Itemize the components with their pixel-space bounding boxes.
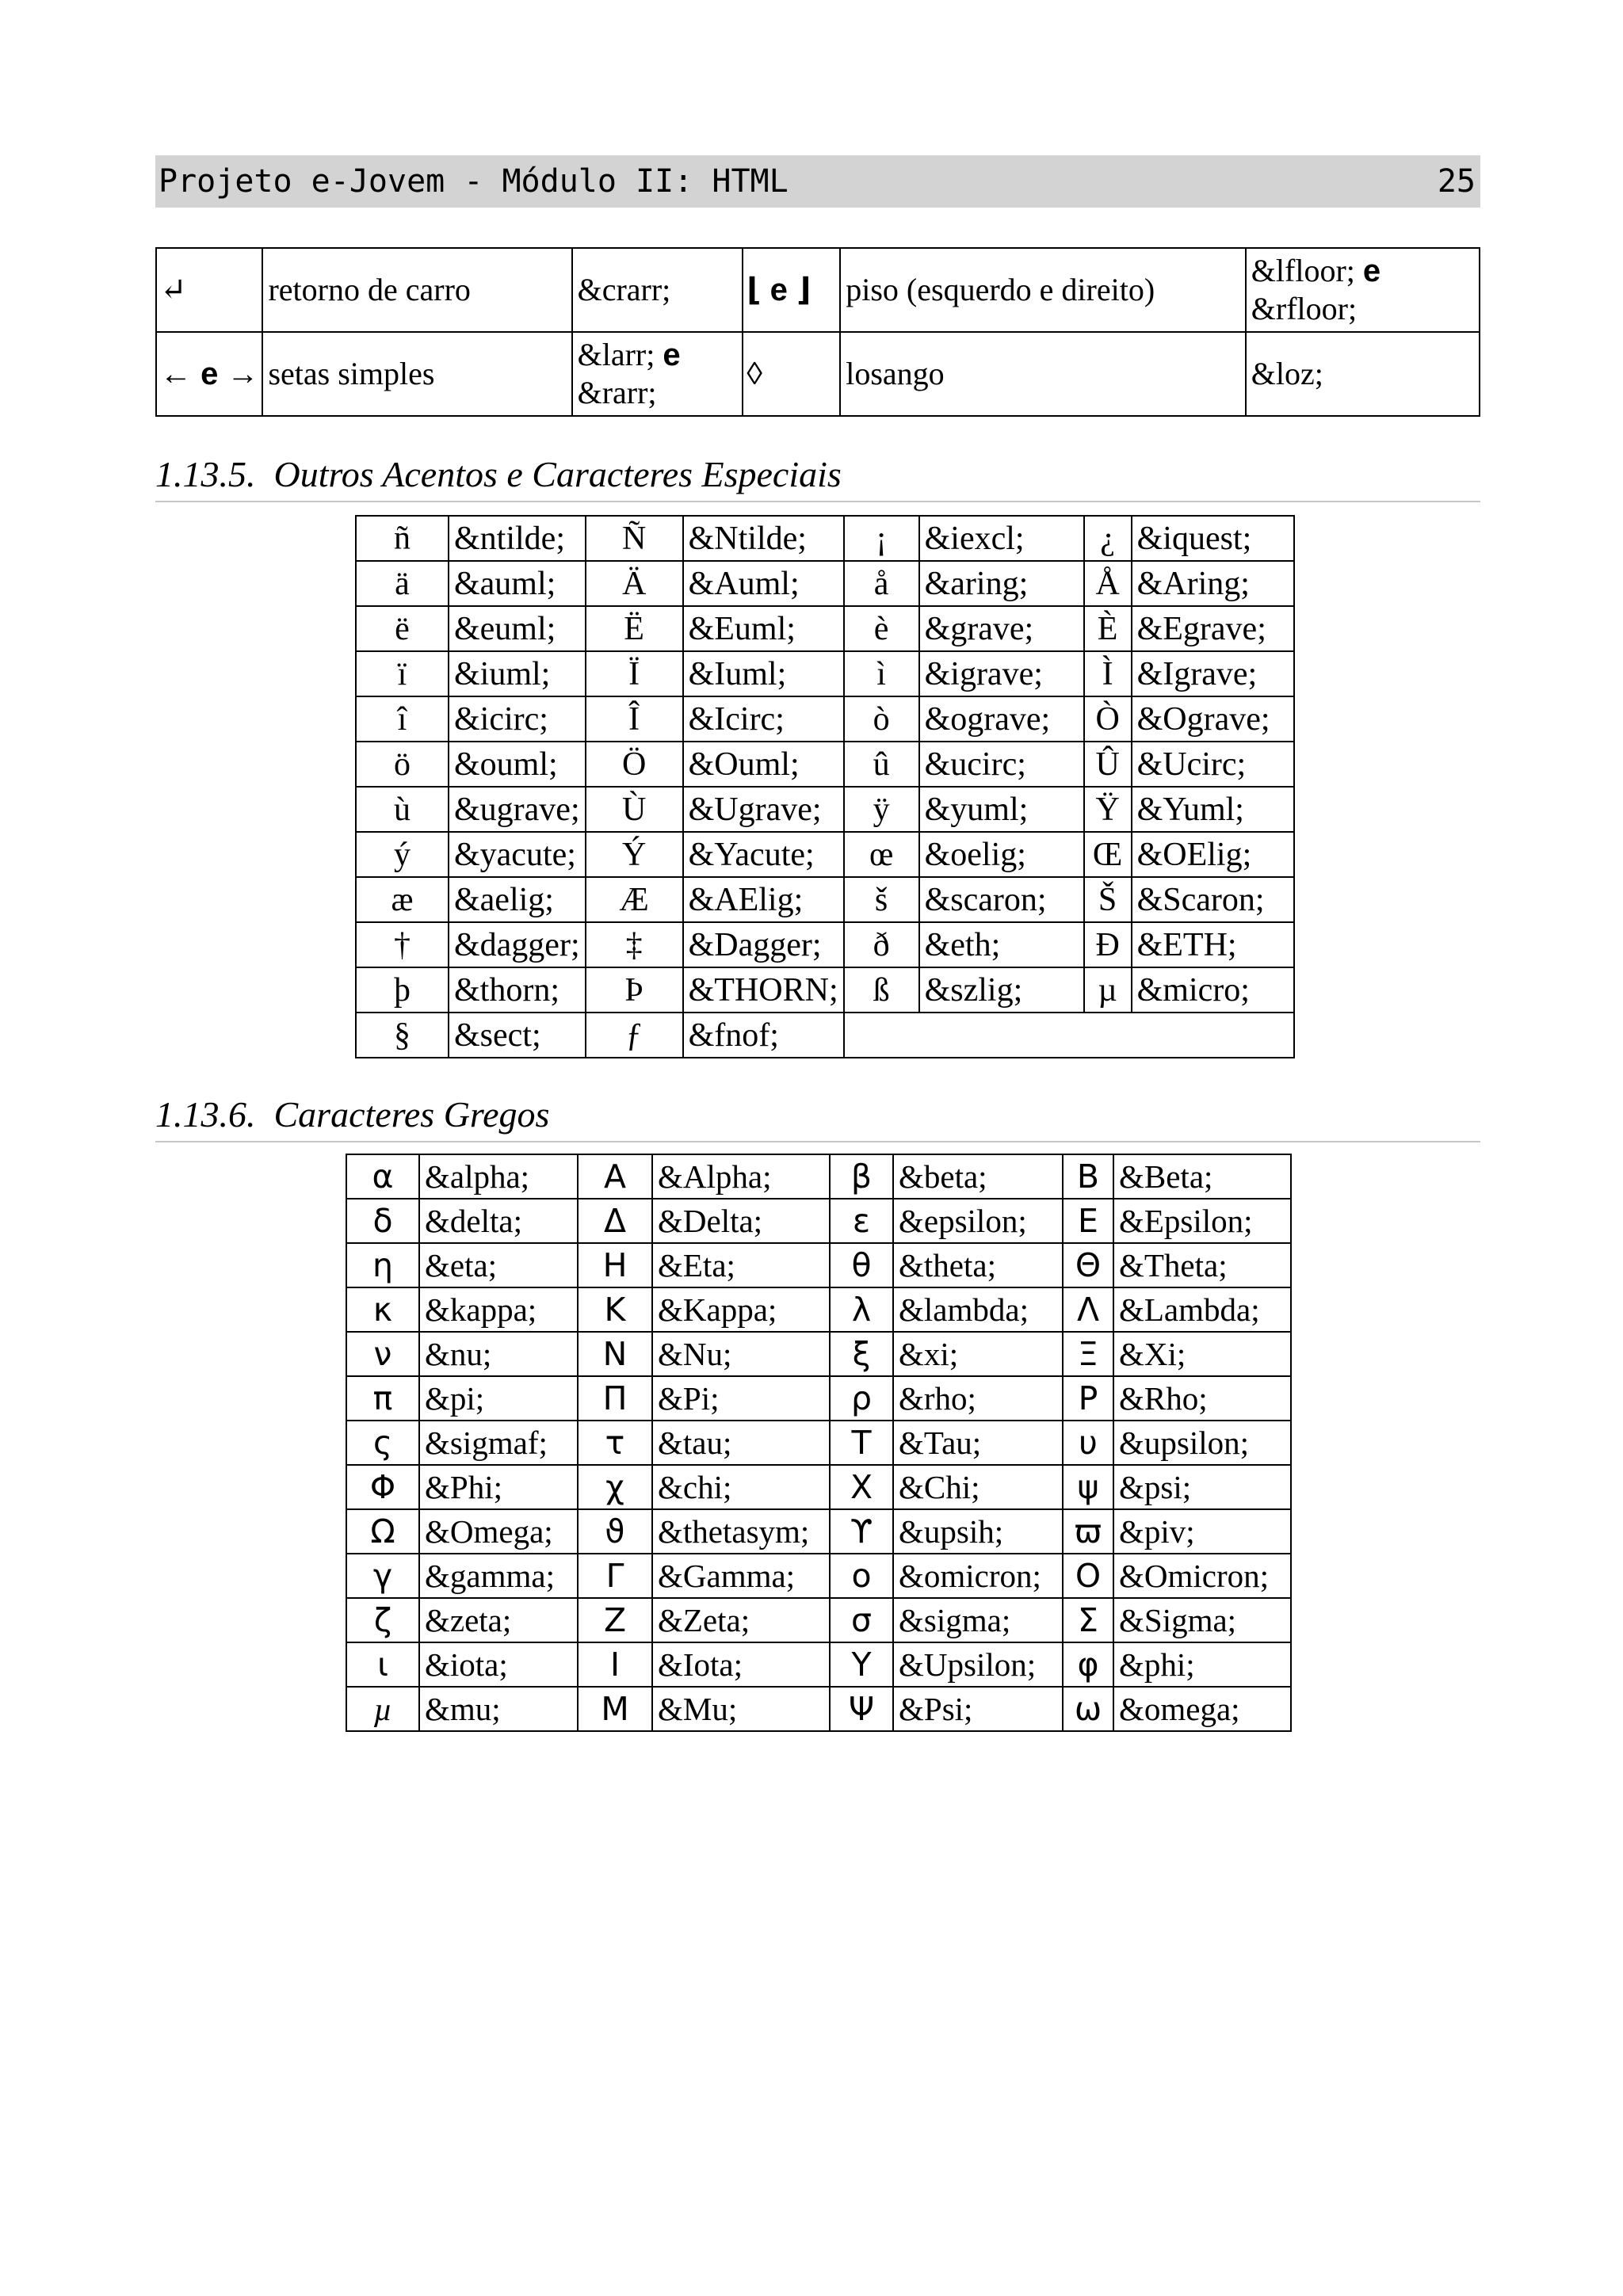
symbol-cell: ← e →	[156, 332, 262, 416]
symbol-cell: ↵	[156, 248, 262, 332]
character-cell: ξ	[830, 1332, 893, 1376]
entity-code-cell: &loz;	[1246, 332, 1480, 416]
entity-code-cell: &upsilon;	[1113, 1421, 1291, 1465]
entity-code-cell: &Eta;	[652, 1243, 830, 1287]
table-row	[346, 1376, 1291, 1421]
entity-code-cell: &Omicron;	[1113, 1554, 1291, 1598]
entity-code-cell: &Lambda;	[1113, 1287, 1291, 1332]
entity-code-cell: &rho;	[893, 1376, 1063, 1421]
entity-code-cell: &Tau;	[893, 1421, 1063, 1465]
table-row	[346, 1554, 1291, 1598]
character-cell: Θ	[1063, 1243, 1113, 1287]
entity-code-cell: &delta;	[419, 1199, 578, 1243]
table-row	[346, 1243, 1291, 1287]
symbol-cell: ⌊ e ⌋	[743, 248, 840, 332]
entity-code-cell: &Auml;	[683, 561, 844, 606]
entity-code-cell: &auml;	[449, 561, 586, 606]
character-cell: ϖ	[1063, 1509, 1113, 1554]
character-cell: Ý	[586, 832, 683, 877]
table-row	[356, 561, 1294, 606]
table-row	[346, 1465, 1291, 1509]
entity-code-cell: &epsilon;	[893, 1199, 1063, 1243]
entity-code-cell: &lambda;	[893, 1287, 1063, 1332]
character-cell: ð	[844, 922, 919, 967]
entity-code-cell: &Igrave;	[1132, 651, 1294, 696]
character-cell: Ν	[578, 1332, 652, 1376]
empty-cell	[844, 1013, 1294, 1058]
character-cell: Ù	[586, 787, 683, 832]
character-cell: ω	[1063, 1687, 1113, 1731]
character-cell: œ	[844, 832, 919, 877]
entity-code-cell: &Delta;	[652, 1199, 830, 1243]
table-row	[346, 1421, 1291, 1465]
accents-table	[355, 515, 1295, 1058]
entity-code-cell: &ograve;	[919, 696, 1084, 742]
character-cell: ¿	[1084, 516, 1132, 561]
entity-code-cell: &sect;	[449, 1013, 586, 1058]
entity-code-cell: &Chi;	[893, 1465, 1063, 1509]
character-cell: ä	[356, 561, 449, 606]
character-cell: ƒ	[586, 1013, 683, 1058]
table-row	[346, 1642, 1291, 1687]
entity-code-cell: &ouml;	[449, 742, 586, 787]
character-cell: ì	[844, 651, 919, 696]
character-cell: ψ	[1063, 1465, 1113, 1509]
character-cell: å	[844, 561, 919, 606]
table-row	[356, 1013, 1294, 1058]
entity-code-cell: &kappa;	[419, 1287, 578, 1332]
entity-code-cell: &omega;	[1113, 1687, 1291, 1731]
entity-code-cell: &nu;	[419, 1332, 578, 1376]
header-title: Projeto e-Jovem - Módulo II: HTML	[158, 163, 789, 200]
character-cell: Λ	[1063, 1287, 1113, 1332]
entity-code-cell: &scaron;	[919, 877, 1084, 922]
entity-code-cell: &Ntilde;	[683, 516, 844, 561]
entity-code-cell: &Aring;	[1132, 561, 1294, 606]
character-cell: Å	[1084, 561, 1132, 606]
character-cell: Π	[578, 1376, 652, 1421]
character-cell: †	[356, 922, 449, 967]
symbol-cell: ◊	[743, 332, 840, 416]
entity-code-cell: &grave;	[919, 606, 1084, 651]
character-cell: Ζ	[578, 1598, 652, 1642]
character-cell: Ñ	[586, 516, 683, 561]
character-cell: î	[356, 696, 449, 742]
table-row	[346, 1509, 1291, 1554]
entity-code-cell: &Psi;	[893, 1687, 1063, 1731]
page-number: 25	[1437, 163, 1476, 200]
table-row	[356, 651, 1294, 696]
character-cell: È	[1084, 606, 1132, 651]
entity-code-cell: &Euml;	[683, 606, 844, 651]
entity-code-cell: &Upsilon;	[893, 1642, 1063, 1687]
section-title-greek: 1.13.6. Caracteres Gregos	[155, 1097, 1480, 1142]
entity-code-cell: &eta;	[419, 1243, 578, 1287]
table-row	[346, 1287, 1291, 1332]
table-row	[346, 1154, 1291, 1199]
entity-code-cell: &Scaron;	[1132, 877, 1294, 922]
character-cell: Ο	[1063, 1554, 1113, 1598]
table-row	[356, 922, 1294, 967]
character-cell: ϑ	[578, 1509, 652, 1554]
character-cell: ö	[356, 742, 449, 787]
entity-code-cell: &THORN;	[683, 967, 844, 1013]
entity-code-cell: &thetasym;	[652, 1509, 830, 1554]
entity-code-cell: &larr; e &rarr;	[572, 332, 743, 416]
character-cell: Μ	[578, 1687, 652, 1731]
character-cell: Ω	[346, 1509, 419, 1554]
entity-code-cell: &Xi;	[1113, 1332, 1291, 1376]
character-cell: š	[844, 877, 919, 922]
character-cell: µ	[346, 1687, 419, 1731]
character-cell: ÿ	[844, 787, 919, 832]
entity-code-cell: &eth;	[919, 922, 1084, 967]
character-cell: µ	[1084, 967, 1132, 1013]
character-cell: ϒ	[830, 1509, 893, 1554]
character-cell: §	[356, 1013, 449, 1058]
character-cell: λ	[830, 1287, 893, 1332]
character-cell: Ι	[578, 1642, 652, 1687]
entity-code-cell: &piv;	[1113, 1509, 1291, 1554]
character-cell: Β	[1063, 1154, 1113, 1199]
entity-code-cell: &omicron;	[893, 1554, 1063, 1598]
character-cell: Ë	[586, 606, 683, 651]
entity-code-cell: &phi;	[1113, 1642, 1291, 1687]
character-cell: Ξ	[1063, 1332, 1113, 1376]
description-cell: setas simples	[262, 332, 571, 416]
character-cell: ζ	[346, 1598, 419, 1642]
entity-code-cell: &Rho;	[1113, 1376, 1291, 1421]
entity-code-cell: &Gamma;	[652, 1554, 830, 1598]
table-row	[356, 832, 1294, 877]
character-cell: Ì	[1084, 651, 1132, 696]
character-cell: Χ	[830, 1465, 893, 1509]
character-cell: η	[346, 1243, 419, 1287]
entity-code-cell: &Egrave;	[1132, 606, 1294, 651]
character-cell: ν	[346, 1332, 419, 1376]
character-cell: ñ	[356, 516, 449, 561]
entity-code-cell: &Yacute;	[683, 832, 844, 877]
entity-code-cell: &ntilde;	[449, 516, 586, 561]
character-cell: è	[844, 606, 919, 651]
entity-code-cell: &Ugrave;	[683, 787, 844, 832]
greek-table	[346, 1154, 1292, 1732]
character-cell: Δ	[578, 1199, 652, 1243]
character-cell: δ	[346, 1199, 419, 1243]
entity-code-cell: &yacute;	[449, 832, 586, 877]
table-row	[356, 742, 1294, 787]
entity-code-cell: &ugrave;	[449, 787, 586, 832]
table-row	[346, 1687, 1291, 1731]
character-cell: ‡	[586, 922, 683, 967]
table-row	[356, 787, 1294, 832]
entity-code-cell: &iquest;	[1132, 516, 1294, 561]
table-row	[356, 606, 1294, 651]
entity-code-cell: &iota;	[419, 1642, 578, 1687]
entity-code-cell: &iexcl;	[919, 516, 1084, 561]
entity-code-cell: &Mu;	[652, 1687, 830, 1731]
entity-code-cell: &igrave;	[919, 651, 1084, 696]
character-cell: κ	[346, 1287, 419, 1332]
entity-code-cell: &micro;	[1132, 967, 1294, 1013]
entity-code-cell: &sigmaf;	[419, 1421, 578, 1465]
character-cell: Þ	[586, 967, 683, 1013]
entity-code-cell: &Yuml;	[1132, 787, 1294, 832]
entity-code-cell: &tau;	[652, 1421, 830, 1465]
entity-code-cell: &pi;	[419, 1376, 578, 1421]
character-cell: Η	[578, 1243, 652, 1287]
character-cell: ς	[346, 1421, 419, 1465]
entity-code-cell: &Zeta;	[652, 1598, 830, 1642]
entity-code-cell: &mu;	[419, 1687, 578, 1731]
character-cell: Ò	[1084, 696, 1132, 742]
character-cell: Α	[578, 1154, 652, 1199]
table-row	[356, 877, 1294, 922]
character-cell: Ä	[586, 561, 683, 606]
character-cell: Ρ	[1063, 1376, 1113, 1421]
character-cell: Ε	[1063, 1199, 1113, 1243]
entity-code-cell: &Icirc;	[683, 696, 844, 742]
entity-code-cell: &thorn;	[449, 967, 586, 1013]
character-cell: Û	[1084, 742, 1132, 787]
description-cell: retorno de carro	[262, 248, 571, 332]
table-row	[346, 1598, 1291, 1642]
character-cell: Ö	[586, 742, 683, 787]
character-cell: Æ	[586, 877, 683, 922]
character-cell: ο	[830, 1554, 893, 1598]
character-cell: υ	[1063, 1421, 1113, 1465]
character-cell: Κ	[578, 1287, 652, 1332]
entity-code-cell: &sigma;	[893, 1598, 1063, 1642]
character-cell: Ÿ	[1084, 787, 1132, 832]
table-row	[356, 967, 1294, 1013]
character-cell: Σ	[1063, 1598, 1113, 1642]
table-row	[346, 1199, 1291, 1243]
character-cell: θ	[830, 1243, 893, 1287]
character-cell: γ	[346, 1554, 419, 1598]
entity-code-cell: &OElig;	[1132, 832, 1294, 877]
character-cell: ¡	[844, 516, 919, 561]
character-cell: Φ	[346, 1465, 419, 1509]
character-cell: χ	[578, 1465, 652, 1509]
page-header	[155, 155, 1480, 208]
entity-code-cell: &xi;	[893, 1332, 1063, 1376]
entity-code-cell: &Alpha;	[652, 1154, 830, 1199]
entity-code-cell: &Sigma;	[1113, 1598, 1291, 1642]
table-row	[346, 1332, 1291, 1376]
arrows-table	[155, 247, 1480, 417]
character-cell: ρ	[830, 1376, 893, 1421]
table-row	[356, 516, 1294, 561]
entity-code-cell: &dagger;	[449, 922, 586, 967]
character-cell: Î	[586, 696, 683, 742]
character-cell: ë	[356, 606, 449, 651]
entity-code-cell: &yuml;	[919, 787, 1084, 832]
entity-code-cell: &lfloor; e &rfloor;	[1246, 248, 1480, 332]
character-cell: Ð	[1084, 922, 1132, 967]
entity-code-cell: &Ograve;	[1132, 696, 1294, 742]
character-cell: ε	[830, 1199, 893, 1243]
character-cell: α	[346, 1154, 419, 1199]
entity-code-cell: &beta;	[893, 1154, 1063, 1199]
table-row	[156, 248, 1480, 332]
section-title-accents: 1.13.5. Outros Acentos e Caracteres Especiais	[155, 456, 1480, 502]
character-cell: ι	[346, 1642, 419, 1687]
entity-code-cell: &AElig;	[683, 877, 844, 922]
character-cell: Τ	[830, 1421, 893, 1465]
entity-code-cell: &aring;	[919, 561, 1084, 606]
entity-code-cell: &crarr;	[572, 248, 743, 332]
character-cell: ï	[356, 651, 449, 696]
character-cell: û	[844, 742, 919, 787]
character-cell: þ	[356, 967, 449, 1013]
entity-code-cell: &Ucirc;	[1132, 742, 1294, 787]
entity-code-cell: &Pi;	[652, 1376, 830, 1421]
entity-code-cell: &Iota;	[652, 1642, 830, 1687]
entity-code-cell: &Beta;	[1113, 1154, 1291, 1199]
entity-code-cell: &zeta;	[419, 1598, 578, 1642]
entity-code-cell: &euml;	[449, 606, 586, 651]
entity-code-cell: &chi;	[652, 1465, 830, 1509]
character-cell: Œ	[1084, 832, 1132, 877]
entity-code-cell: &ETH;	[1132, 922, 1294, 967]
table-row	[156, 332, 1480, 416]
character-cell: φ	[1063, 1642, 1113, 1687]
entity-code-cell: &szlig;	[919, 967, 1084, 1013]
character-cell: ò	[844, 696, 919, 742]
character-cell: β	[830, 1154, 893, 1199]
entity-code-cell: &alpha;	[419, 1154, 578, 1199]
entity-code-cell: &Ouml;	[683, 742, 844, 787]
entity-code-cell: &iuml;	[449, 651, 586, 696]
character-cell: Ψ	[830, 1687, 893, 1731]
character-cell: ý	[356, 832, 449, 877]
table-row	[356, 696, 1294, 742]
entity-code-cell: &fnof;	[683, 1013, 844, 1058]
entity-code-cell: &Kappa;	[652, 1287, 830, 1332]
entity-code-cell: &theta;	[893, 1243, 1063, 1287]
description-cell: piso (esquerdo e direito)	[840, 248, 1246, 332]
character-cell: Ï	[586, 651, 683, 696]
character-cell: ù	[356, 787, 449, 832]
entity-code-cell: &upsih;	[893, 1509, 1063, 1554]
entity-code-cell: &ucirc;	[919, 742, 1084, 787]
entity-code-cell: &Theta;	[1113, 1243, 1291, 1287]
character-cell: Γ	[578, 1554, 652, 1598]
entity-code-cell: &Phi;	[419, 1465, 578, 1509]
entity-code-cell: &icirc;	[449, 696, 586, 742]
entity-code-cell: &Omega;	[419, 1509, 578, 1554]
entity-code-cell: &Nu;	[652, 1332, 830, 1376]
character-cell: æ	[356, 877, 449, 922]
description-cell: losango	[840, 332, 1246, 416]
character-cell: π	[346, 1376, 419, 1421]
entity-code-cell: &Epsilon;	[1113, 1199, 1291, 1243]
entity-code-cell: &Dagger;	[683, 922, 844, 967]
entity-code-cell: &Iuml;	[683, 651, 844, 696]
character-cell: Š	[1084, 877, 1132, 922]
character-cell: σ	[830, 1598, 893, 1642]
entity-code-cell: &oelig;	[919, 832, 1084, 877]
character-cell: τ	[578, 1421, 652, 1465]
character-cell: ß	[844, 967, 919, 1013]
entity-code-cell: &gamma;	[419, 1554, 578, 1598]
entity-code-cell: &psi;	[1113, 1465, 1291, 1509]
character-cell: Υ	[830, 1642, 893, 1687]
entity-code-cell: &aelig;	[449, 877, 586, 922]
